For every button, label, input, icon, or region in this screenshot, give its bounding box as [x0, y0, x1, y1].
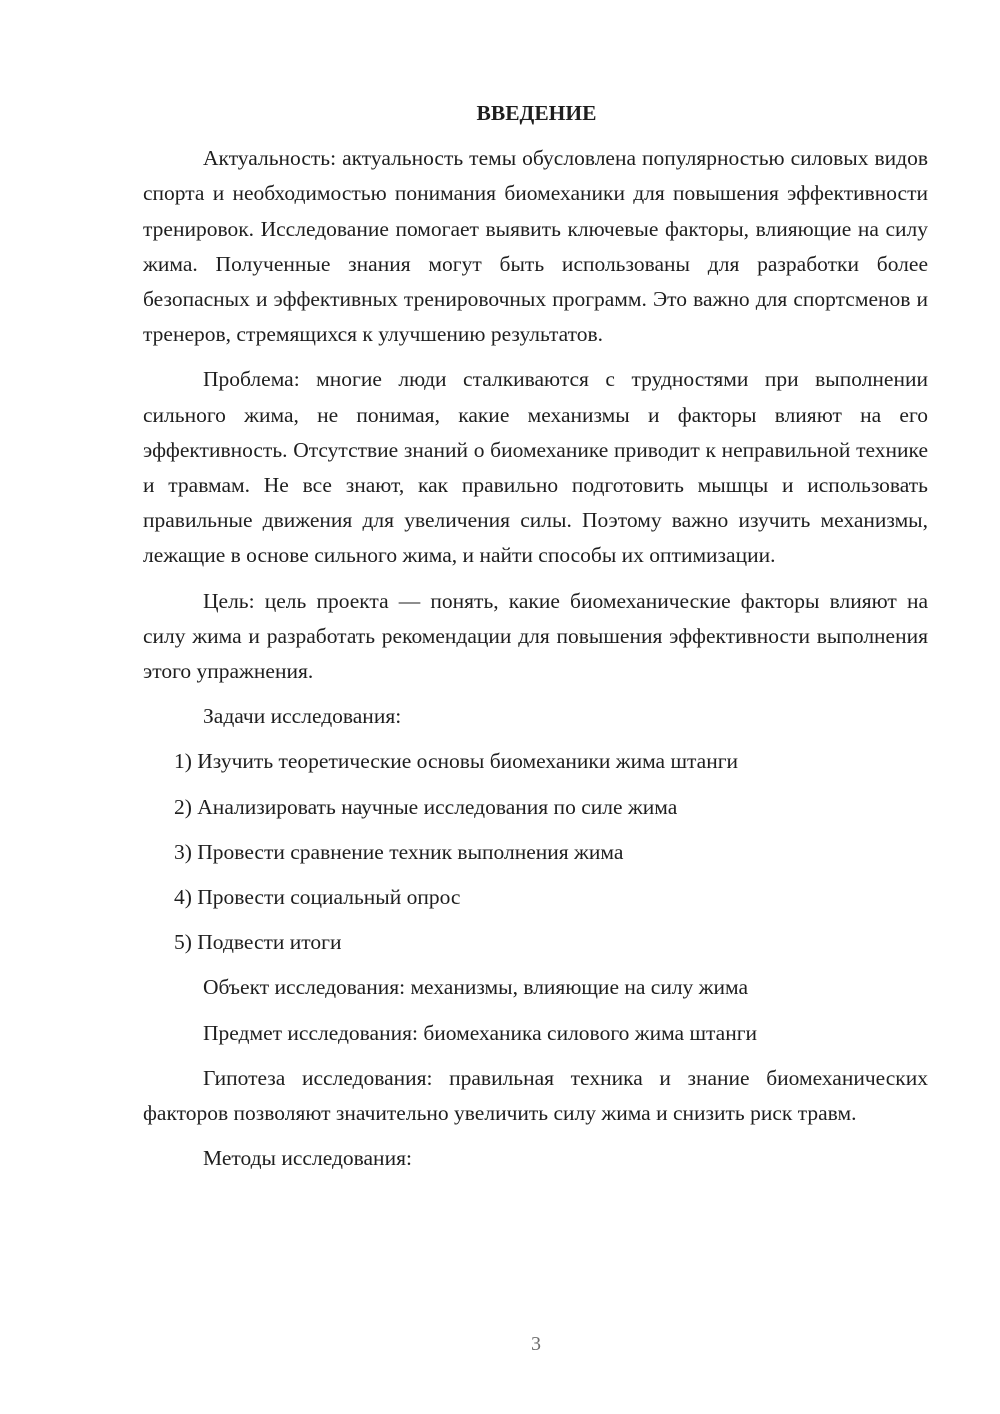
task-item-4: 4) Провести социальный опрос — [174, 885, 461, 910]
document-body — [143, 96, 928, 1186]
methods-heading: Методы исследования: — [203, 1146, 412, 1171]
task-item-1: 1) Изучить теоретические основы биомеханики жима штанги — [174, 749, 739, 774]
page-number: 3 — [531, 1333, 541, 1355]
tasks-heading: Задачи исследования: — [203, 704, 402, 729]
research-object: Объект исследования: механизмы, влияющие на силу жима — [203, 975, 749, 1000]
research-subject: Предмет исследования: биомеханика силового жима штанги — [203, 1020, 758, 1045]
problem-paragraph: Проблема: многие люди сталкиваются с трудностями при выполнении сильного жима, не понимая, какие механизмы и факторы влияют на его эффективность. Отсутствие знаний о биомеханике приводит к неправильной технике и травмам. Не все знают, как правильно подготовить мышцы и использовать правильные движения для увеличения силы. Поэтому важно изучить механизмы, лежащие в основе сильного жима, и найти способы их оптимизации. — [143, 367, 928, 568]
section-title: ВВЕДЕНИЕ — [476, 101, 597, 125]
relevance-paragraph: Актуальность: актуальность темы обусловлена популярностью силовых видов спорта и необходимостью понимания биомеханики для повышения эффективности тренировок. Исследование помогает выявить ключевые факторы, влияющие на силу жима. Полученные знания могут быть использованы для разработки более безопасных и эффективных тренировочных программ. Это важно для спортсменов и тренеров, стремящихся к улучшению результатов. — [143, 146, 928, 347]
hypothesis-paragraph: Гипотеза исследования: правильная техника и знание биомеханических факторов позволяют значительно увеличить силу жима и снизить риск травм. — [143, 1065, 928, 1126]
task-item-2: 2) Анализировать научные исследования по силе жима — [174, 794, 678, 819]
task-item-5: 5) Подвести итоги — [174, 930, 342, 955]
task-item-3: 3) Провести сравнение техник выполнения жима — [174, 839, 624, 864]
goal-paragraph: Цель: цель проекта — понять, какие биомеханические факторы влияют на силу жима и разработать рекомендации для повышения эффективности выполнения этого упражнения. — [143, 588, 928, 684]
